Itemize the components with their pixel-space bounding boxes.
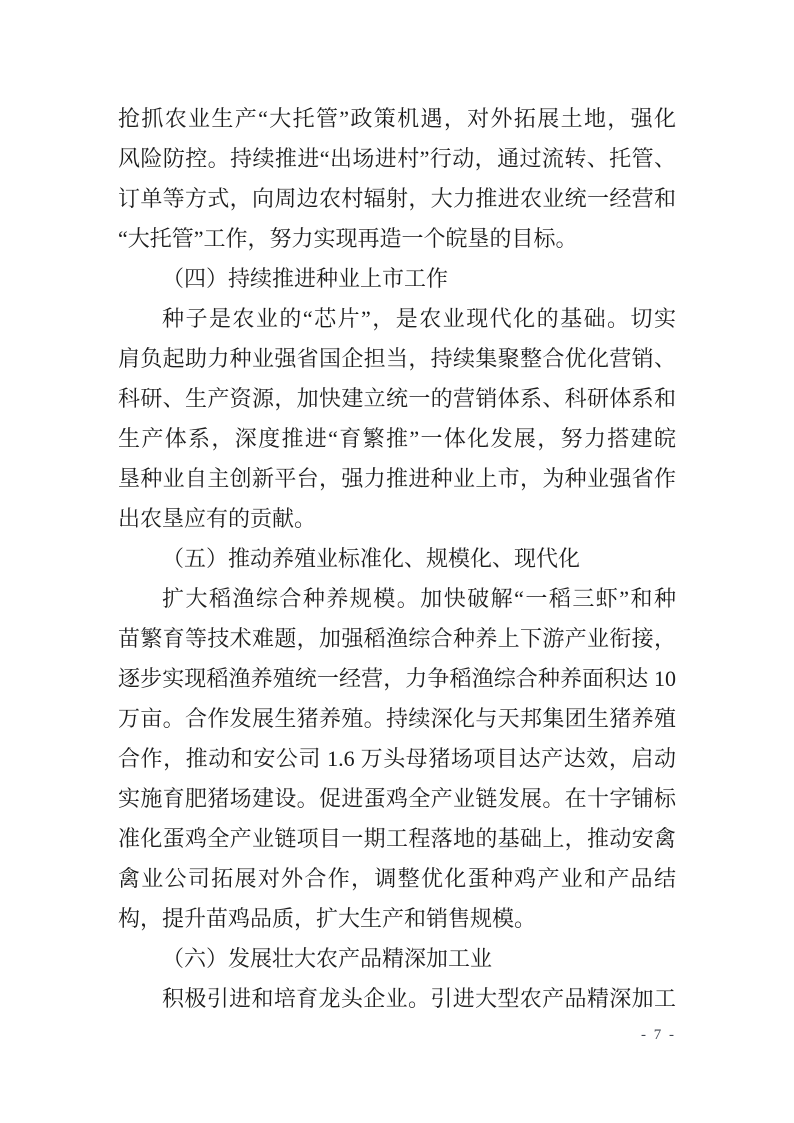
text-line: 出农垦应有的贡献。 [118,506,317,531]
page-number: - 7 - [641,1027,676,1043]
text-line: 准化蛋鸡全产业链项目一期工程落地的基础上，推动安禽 [118,826,676,851]
text-line: 万亩。合作发展生猪养殖。持续深化与天邦集团生猪养殖 [118,706,676,731]
text-line: 风险防控。持续推进“出场进村”行动，通过流转、托管、 [118,146,676,171]
text-line: 积极引进和培育龙头企业。引进大型农产品精深加工 [162,986,676,1011]
text-line: 构，提升苗鸡品质，扩大生产和销售规模。 [118,906,537,931]
text-line: 科研、生产资源，加快建立统一的营销体系、科研体系和 [118,386,676,411]
text-line: 实施育肥猪场建设。促进蛋鸡全产业链发展。在十字铺标 [118,786,676,811]
text-line: 种子是农业的“芯片”，是农业现代化的基础。切实 [162,306,676,331]
text-line: 逐步实现稻渔养殖统一经营，力争稻渔综合种养面积达 10 [118,666,676,691]
text-line: 生产体系，深度推进“育繁推”一体化发展，努力搭建皖 [118,426,676,451]
section-heading: （四）持续推进种业上市工作 [162,266,449,291]
text-line: 禽业公司拓展对外合作，调整优化蛋种鸡产业和产品结 [118,866,676,891]
text-line: 扩大稻渔综合种养规模。加快破解“一稻三虾”和种 [162,586,676,611]
text-line: 垦种业自主创新平台，强力推进种业上市，为种业强省作 [118,466,676,491]
text-line: 订单等方式，向周边农村辐射，大力推进农业统一经营和 [118,186,676,211]
text-line: 合作，推动和安公司 1.6 万头母猪场项目达产达效，启动 [118,746,676,771]
section-heading: （五）推动养殖业标准化、规模化、现代化 [162,546,581,571]
text-line: 苗繁育等技术难题，加强稻渔综合种养上下游产业衔接， [118,626,676,651]
text-line: 肩负起助力种业强省国企担当，持续集聚整合优化营销、 [118,346,676,371]
section-heading: （六）发展壮大农产品精深加工业 [162,946,493,971]
text-line: “大托管”工作，努力实现再造一个皖垦的目标。 [118,226,578,251]
text-line: 抢抓农业生产“大托管”政策机遇，对外拓展土地，强化 [118,106,676,131]
document-body [118,99,676,1019]
page-footer [118,1026,676,1044]
